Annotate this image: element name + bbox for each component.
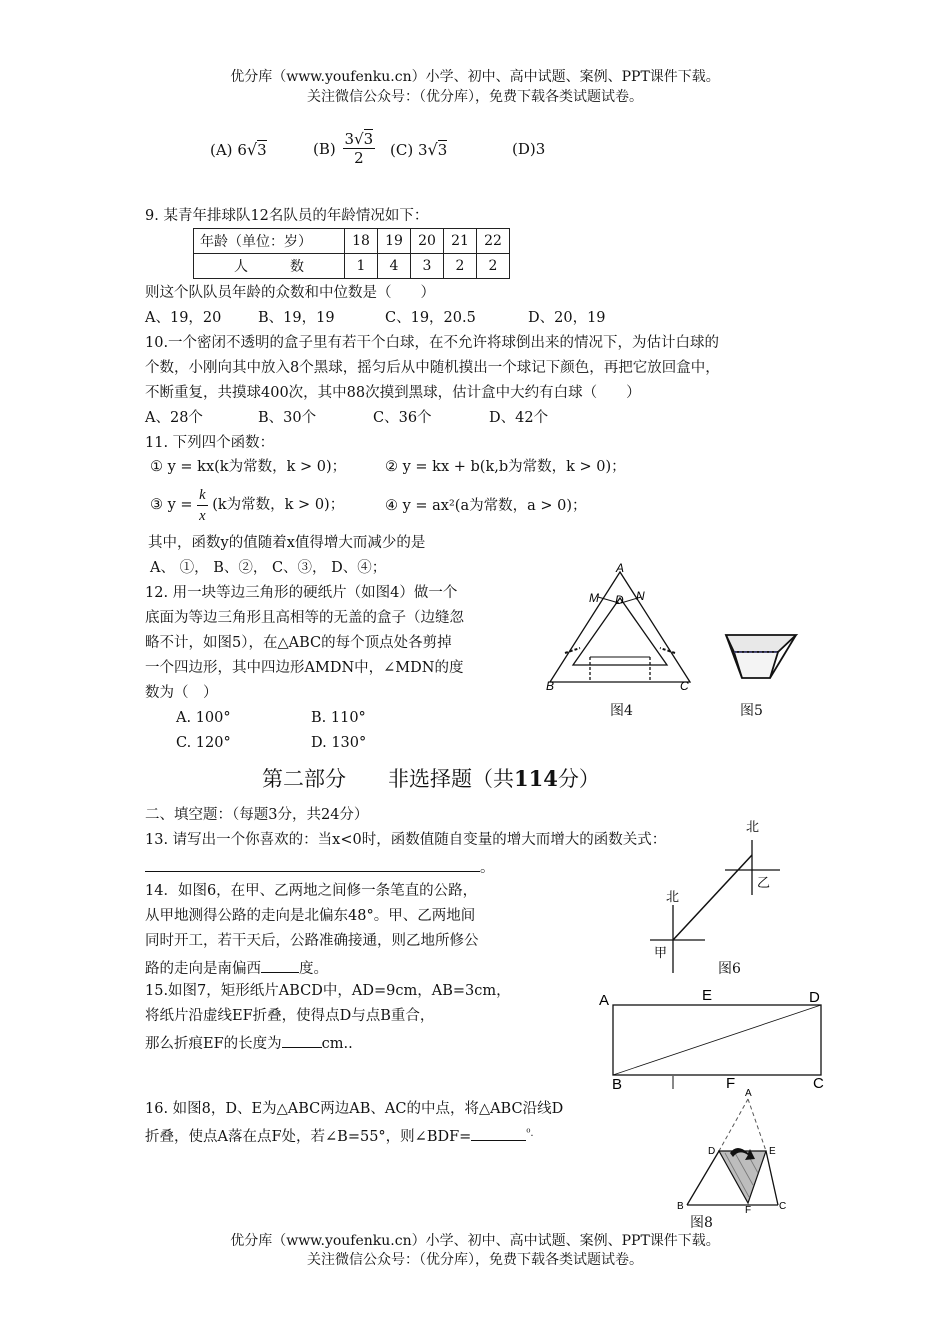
age-cell: 18 [345,229,378,254]
q15-line1: 15.如图7，矩形纸片ABCD中，AD=9cm，AB=3cm， [145,983,511,999]
q11-function-2: ② y = kx + b(k,b为常数，k > 0)； [385,459,626,475]
page-header-line1: 优分库（www.youfenku.cn）小学、初中、高中试题、案例、PPT课件下载。 [230,69,720,85]
age-cell: 22 [477,229,510,254]
age-cell: 19 [378,229,411,254]
figure-8-fold [675,1085,795,1215]
figure-5-caption: 图5 [740,703,763,719]
count-row-label: 人 数 [194,254,345,279]
q10-line3: 不断重复，共摸球400次，其中88次摸到黑球，估计盒中大约有白球（ ） [145,385,641,401]
q14-line2: 从甲地测得公路的走向是北偏东48°。甲、乙两地间 [145,908,476,924]
q9-option-c: C、19，20.5 [385,310,476,326]
q10-option-c: C、36个 [373,410,432,426]
age-row-label: 年龄（单位：岁） [194,229,345,254]
fig4-label-d: D [615,593,624,607]
fig4-label-n: N [636,589,645,603]
count-cell: 1 [345,254,378,279]
figure-6-caption: 图6 [718,961,741,977]
q10-option-a: A、28个 [145,410,203,426]
q9-option-b: B、19，19 [258,310,335,326]
age-cell: 21 [444,229,477,254]
count-cell: 4 [378,254,411,279]
part-two-title: 第二部分 非选择题（共114分） [262,766,600,791]
q11-question: 其中，函数y的值随着x值得增大而减少的是 [148,535,426,551]
q10-option-d: D、42个 [489,410,549,426]
q8-option-a: (A) 6√3 [210,140,267,159]
q9-stem: 9. 某青年排球队12名队员的年龄情况如下： [145,208,429,224]
q12-option-a: A. 100° [176,710,231,726]
q13-line1: 13. 请写出一个你喜欢的：当x<0时，函数值随自变量的增大而增大的函数关式： [145,832,667,848]
fig7-label-b: B [612,1076,623,1093]
fig8-label-c: C [779,1201,787,1212]
age-cell: 20 [411,229,444,254]
q12-option-d: D. 130° [311,735,367,751]
q11-function-3: ③ y = $\frac{k}{x}$ (k为常数，k > 0)； [150,487,345,524]
fig7-label-e: E [702,987,713,1004]
q11-stem: 11. 下列四个函数： [145,435,275,451]
page-footer-line1: 优分库（www.youfenku.cn）小学、初中、高中试题、案例、PPT课件下载。 [230,1233,720,1249]
q16-line2: 折叠，使点A落在点F处，若∠B=55°，则∠BDF= $^{^0.}$ [145,1122,534,1149]
q9-option-d: D、20，19 [528,310,606,326]
fig8-label-a: A [745,1088,752,1099]
fig7-label-f: F [726,1075,736,1092]
q10-line1: 10.一个密闭不透明的盒子里有若干个白球，在不允许将球倒出来的情况下，为估计白球的 [145,335,720,351]
page-footer-line2: 关注微信公众号：（优分库），免费下载各类试题试卷。 [307,1252,643,1268]
fig4-label-c: C [680,679,689,693]
q11-options: A、 ①， B、②， C、③， D、④； [150,560,387,576]
q15-answer-blank[interactable] [282,1029,322,1048]
q12-line5: 数为（ ） [145,685,218,701]
q11-function-4: ④ y = ax²(a为常数，a > 0)； [385,498,587,514]
figure-7-rectangle [595,985,835,1095]
q14-answer-blank[interactable] [261,954,299,973]
q13-answer-line: 。 [145,853,495,880]
q12-line2: 底面为等边三角形且高相等的无盖的盒子（边缝忽 [145,610,464,626]
q12-line3: 略不计，如图5），在△ABC的每个顶点处各剪掉 [145,635,452,651]
q9-option-a: A、19，20 [145,310,222,326]
q10-line2: 个数，小刚向其中放入8个黑球，摇匀后从中随机摸出一个球记下颜色，再把它放回盒中， [145,360,720,376]
q12-option-b: B. 110° [311,710,366,726]
q16-line1: 16. 如图8，D、E为△ABC两边AB、AC的中点，将△ABC沿线D [145,1101,564,1117]
figure-4-caption: 图4 [610,703,633,719]
q14-line1: 14．如图6，在甲、乙两地之间修一条笔直的公路， [145,883,478,899]
q12-line4: 一个四边形，其中四边形AMDN中，∠MDN的度 [145,660,464,676]
q14-line3: 同时开工，若干天后，公路准确接通，则乙地所修公 [145,933,479,949]
q12-line1: 12. 用一块等边三角形的硬纸片（如图4）做一个 [145,585,458,601]
table-row [194,229,510,254]
fig8-label-d: D [708,1146,716,1157]
fig4-label-b: B [546,679,555,693]
fig8-label-e: E [769,1146,776,1157]
q9-question: 则这个队队员年龄的众数和中位数是（ ） [145,285,435,301]
count-cell: 3 [411,254,444,279]
figure-8-caption: 图8 [690,1215,713,1231]
count-cell: 2 [477,254,510,279]
fig7-label-a: A [599,992,610,1009]
page-header-line2: 关注微信公众号：（优分库），免费下载各类试题试卷。 [307,89,643,105]
q11-function-1: ① y = kx(k为常数，k > 0)； [150,459,347,475]
fig6-north-left: 北 [666,889,680,904]
fig4-label-m: M [589,591,599,605]
fig6-label-yi: 乙 [757,875,771,890]
fig6-label-jia: 甲 [654,945,668,960]
fig8-label-f: F [745,1205,752,1215]
count-cell: 2 [444,254,477,279]
fig4-label-a: A [616,561,625,575]
q8-option-d: (D)3 [512,140,546,158]
q13-answer-blank[interactable] [145,853,480,872]
q16-answer-blank[interactable] [471,1122,526,1141]
q8-option-b: (B) $\frac{3√3}{2}$ [313,130,374,167]
q12-option-c: C. 120° [176,735,231,751]
fig6-north-top: 北 [746,819,760,834]
q14-line4: 路的走向是南偏西 度。 [145,954,328,981]
q15-line3: 那么折痕EF的长度为 cm.. [145,1029,353,1056]
q15-line2: 将纸片沿虚线EF折叠，使得点D与点B重合， [145,1008,435,1024]
fig7-label-c: C [813,1075,824,1092]
figure-6-road [640,815,790,980]
table-row [194,254,510,279]
fig8-label-b: B [677,1201,684,1212]
section-two-heading: 二、填空题：（每题3分，共24分） [145,807,369,823]
q8-option-c: (C) 3√3 [390,140,448,159]
age-table [193,228,510,279]
fig7-label-d: D [809,989,820,1006]
figure-5-box [720,630,800,685]
figure-4-triangle [540,560,700,695]
q10-option-b: B、30个 [258,410,317,426]
